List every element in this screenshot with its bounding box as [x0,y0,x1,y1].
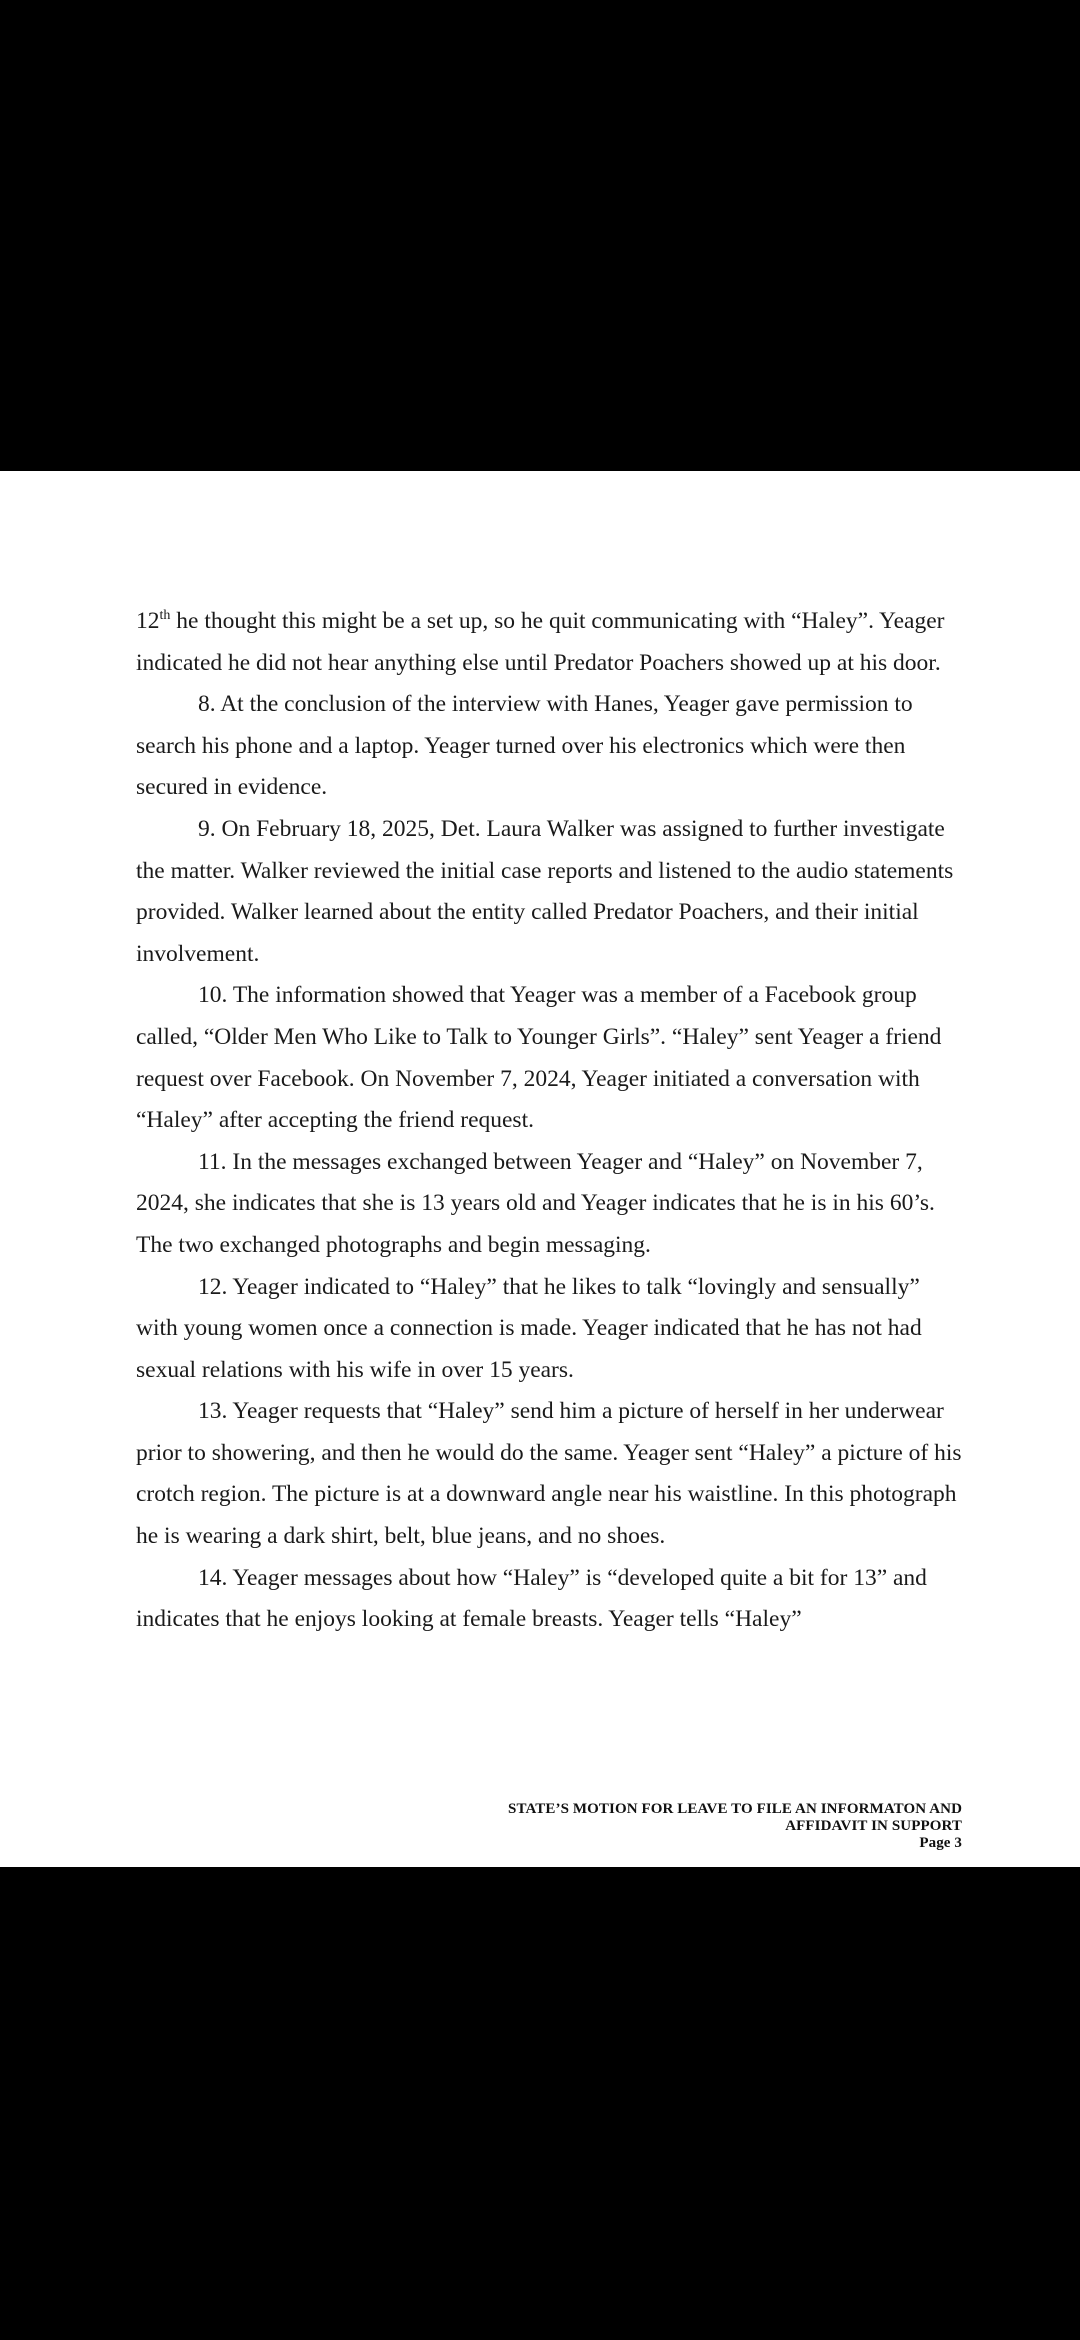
footer-title-line2: AFFIDAVIT IN SUPPORT [785,1818,962,1834]
paragraph-9: 9. On February 18, 2025, Det. Laura Walker was assigned to further investigate the matter. Walker reviewed the initial case reports and listened to the audio statements provided. Walker learned about the entity called Predator Poachers, and their initial involvement. [136,815,954,967]
black-top-bar [0,0,1080,471]
paragraph-14: 14. Yeager messages about how “Haley” is “developed quite a bit for 13” and indicates that he enjoys looking at female breasts. Yeager tells “Haley” [136,1564,927,1633]
continuation-date: 12 [136,608,160,634]
paragraph-10: 10. The information showed that Yeager was a member of a Facebook group called, “Older Men Who Like to Talk to Younger Girls”. “Haley” sent Yeager a friend request over Facebook. On November 7, 2024, Yeager initiated a conversation with “Haley” after accepting the friend request. [136,982,942,1134]
document-body [136,601,966,1641]
paragraph-11: 11. In the messages exchanged between Yeager and “Haley” on November 7, 2024, she indicates that she is 13 years old and Yeager indicates that he is in his 60’s. The two exchanged photographs and begin messaging. [136,1148,935,1258]
paragraph-8: 8. At the conclusion of the interview with Hanes, Yeager gave permission to search his phone and a laptop. Yeager turned over his electronics which were then secured in evidence. [136,691,913,801]
paragraph-13: 13. Yeager requests that “Haley” send him a picture of herself in her underwear prior to showering, and then he would do the same. Yeager sent “Haley” a picture of his crotch region. The picture is at a downward angle near his waistline. In this photograph he is wearing a dark shirt, belt, blue jeans, and no shoes. [136,1398,962,1550]
continuation-paragraph [136,601,966,684]
document-page[interactable] [0,471,1080,1867]
page-footer [508,1801,962,1852]
continuation-text: he thought this might be a set up, so he quit communicating with “Haley”. Yeager indicated he did not hear anything else until Predator Poachers showed up at his door. [136,608,945,676]
footer-title-line1: STATE’S MOTION FOR LEAVE TO FILE AN INFORMATON AND [508,1801,962,1817]
black-bottom-bar [0,1867,1080,2340]
ordinal-suffix: th [159,608,171,623]
paragraph-12: 12. Yeager indicated to “Haley” that he likes to talk “lovingly and sensually” with young women once a connection is made. Yeager indicated that he has not had sexual relations with his wife in over 15 years. [136,1273,922,1383]
page-number: Page 3 [919,1835,962,1851]
